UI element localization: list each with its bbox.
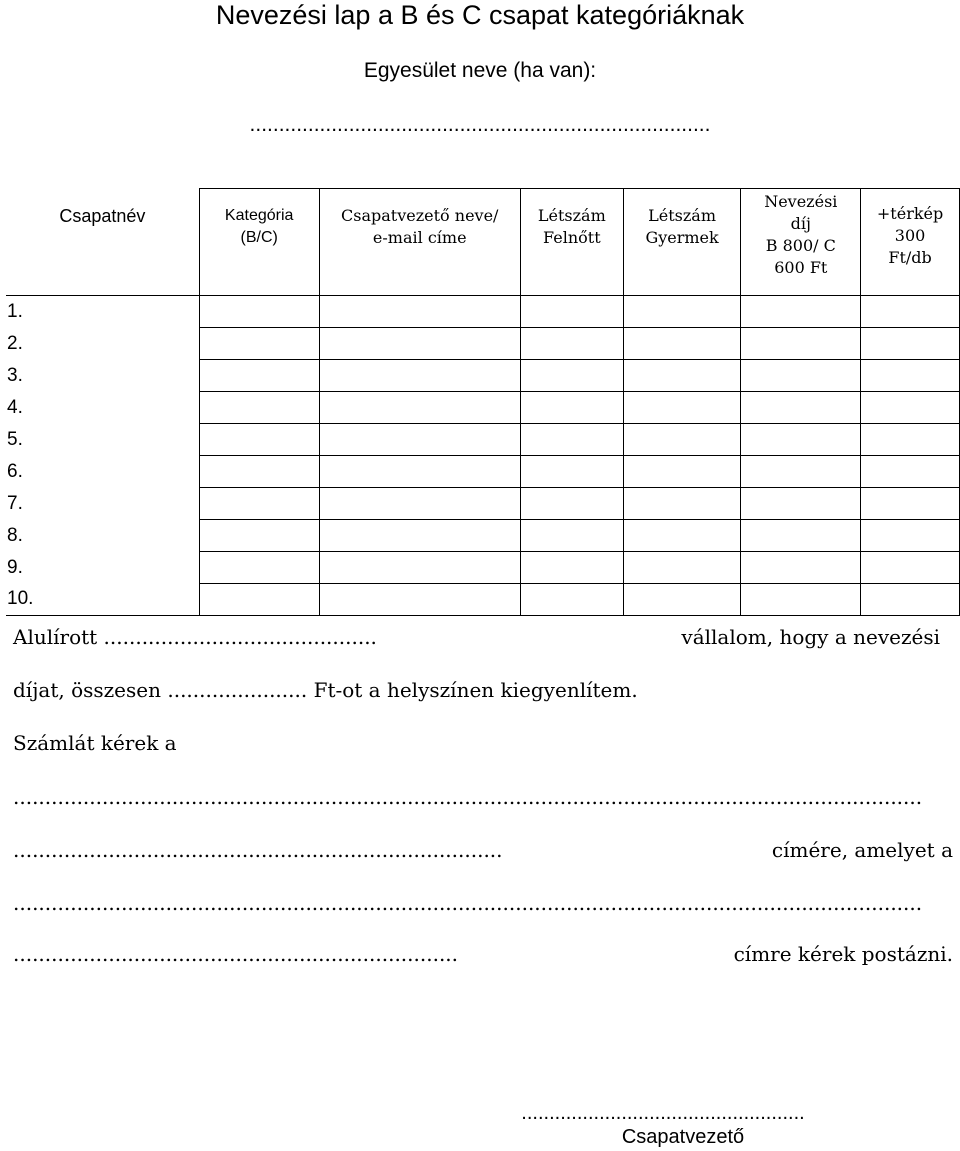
table-row — [6, 360, 960, 392]
fee-cell[interactable] — [741, 360, 861, 392]
header-map: +térkép 300 Ft/db — [861, 189, 960, 296]
children-cell[interactable] — [623, 456, 741, 488]
row-number: 10. — [6, 584, 199, 616]
fee-cell[interactable] — [741, 520, 861, 552]
postal-address-field[interactable]: ...................................................................... — [13, 942, 459, 966]
category-cell[interactable] — [199, 296, 319, 328]
header-team-name: Csapatnév — [6, 189, 199, 296]
children-cell[interactable] — [623, 424, 741, 456]
fee-cell[interactable] — [741, 488, 861, 520]
children-cell[interactable] — [623, 392, 741, 424]
map-cell[interactable] — [861, 328, 960, 360]
leader-cell[interactable] — [319, 392, 520, 424]
fee-cell[interactable] — [741, 424, 861, 456]
association-name-field[interactable]: ............................................................................... — [249, 113, 711, 136]
leader-cell[interactable] — [319, 360, 520, 392]
children-cell[interactable] — [623, 552, 741, 584]
fee-cell[interactable] — [741, 584, 861, 616]
children-cell[interactable] — [623, 520, 741, 552]
map-cell[interactable] — [861, 392, 960, 424]
invoice-name-field[interactable]: ............................................................................................................................................... — [13, 785, 923, 809]
invoice-request-label: Számlát kérek a — [13, 731, 177, 755]
fee-cell[interactable] — [741, 456, 861, 488]
signature-label: Csapatvezető — [621, 1126, 745, 1148]
form-title: Nevezési lap a B és C csapat kategóriáknak — [215, 0, 745, 30]
table-row — [6, 552, 960, 584]
leader-cell[interactable] — [319, 296, 520, 328]
table-row — [6, 520, 960, 552]
children-cell[interactable] — [623, 328, 741, 360]
map-cell[interactable] — [861, 456, 960, 488]
table-row — [6, 328, 960, 360]
postal-name-field[interactable]: ............................................................................................................................................... — [13, 891, 923, 915]
declaration-text: vállalom, hogy a nevezési — [681, 625, 940, 649]
adults-cell[interactable] — [520, 584, 623, 616]
category-cell[interactable] — [199, 424, 319, 456]
map-cell[interactable] — [861, 552, 960, 584]
header-category: Kategória (B/C) — [199, 189, 319, 296]
children-cell[interactable] — [623, 360, 741, 392]
adults-cell[interactable] — [520, 488, 623, 520]
leader-cell[interactable] — [319, 520, 520, 552]
invoice-address-field[interactable]: ............................................................................. — [13, 838, 503, 862]
adults-cell[interactable] — [520, 424, 623, 456]
fee-cell[interactable] — [741, 392, 861, 424]
total-fee-line[interactable]: díjat, összesen ...................... Ft-ot a helyszínen kiegyenlítem. — [13, 678, 638, 702]
category-cell[interactable] — [199, 456, 319, 488]
leader-cell[interactable] — [319, 424, 520, 456]
invoice-address-text: címére, amelyet a — [771, 838, 953, 862]
header-adults: Létszám Felnőtt — [520, 189, 623, 296]
table-row — [6, 424, 960, 456]
row-number: 5. — [6, 424, 199, 456]
postal-address-line — [13, 941, 953, 967]
fee-cell[interactable] — [741, 296, 861, 328]
map-cell[interactable] — [861, 296, 960, 328]
table-header-row — [6, 189, 960, 296]
table-row — [6, 296, 960, 328]
category-cell[interactable] — [199, 520, 319, 552]
category-cell[interactable] — [199, 488, 319, 520]
category-cell[interactable] — [199, 584, 319, 616]
fee-cell[interactable] — [741, 552, 861, 584]
invoice-address-line — [13, 837, 953, 863]
category-cell[interactable] — [199, 328, 319, 360]
declarant-name-field[interactable]: Alulírott ........................................... — [13, 625, 377, 649]
map-cell[interactable] — [861, 520, 960, 552]
category-cell[interactable] — [199, 392, 319, 424]
leader-cell[interactable] — [319, 488, 520, 520]
leader-cell[interactable] — [319, 552, 520, 584]
map-cell[interactable] — [861, 584, 960, 616]
adults-cell[interactable] — [520, 520, 623, 552]
adults-cell[interactable] — [520, 360, 623, 392]
table-row — [6, 392, 960, 424]
map-cell[interactable] — [861, 488, 960, 520]
row-number: 6. — [6, 456, 199, 488]
category-cell[interactable] — [199, 360, 319, 392]
association-label: Egyesület neve (ha van): — [363, 59, 597, 82]
postal-address-text: címre kérek postázni. — [733, 942, 953, 966]
row-number: 7. — [6, 488, 199, 520]
row-number: 4. — [6, 392, 199, 424]
row-number: 9. — [6, 552, 199, 584]
row-number: 8. — [6, 520, 199, 552]
map-cell[interactable] — [861, 360, 960, 392]
adults-cell[interactable] — [520, 328, 623, 360]
row-number: 1. — [6, 296, 199, 328]
row-number: 3. — [6, 360, 199, 392]
map-cell[interactable] — [861, 424, 960, 456]
adults-cell[interactable] — [520, 456, 623, 488]
leader-cell[interactable] — [319, 456, 520, 488]
children-cell[interactable] — [623, 584, 741, 616]
children-cell[interactable] — [623, 296, 741, 328]
adults-cell[interactable] — [520, 392, 623, 424]
header-fee: Nevezési díj B 800/ C 600 Ft — [741, 189, 861, 296]
row-number: 2. — [6, 328, 199, 360]
signature-field[interactable]: ................................................... — [521, 1102, 805, 1124]
adults-cell[interactable] — [520, 296, 623, 328]
leader-cell[interactable] — [319, 328, 520, 360]
children-cell[interactable] — [623, 488, 741, 520]
adults-cell[interactable] — [520, 552, 623, 584]
table-row — [6, 456, 960, 488]
table-row — [6, 488, 960, 520]
leader-cell[interactable] — [319, 584, 520, 616]
table-row — [6, 584, 960, 616]
fee-cell[interactable] — [741, 328, 861, 360]
category-cell[interactable] — [199, 552, 319, 584]
team-entry-table — [6, 188, 960, 616]
declaration-line-1 — [13, 624, 940, 650]
header-leader: Csapatvezető neve/ e-mail címe — [319, 189, 520, 296]
header-children: Létszám Gyermek — [623, 189, 741, 296]
